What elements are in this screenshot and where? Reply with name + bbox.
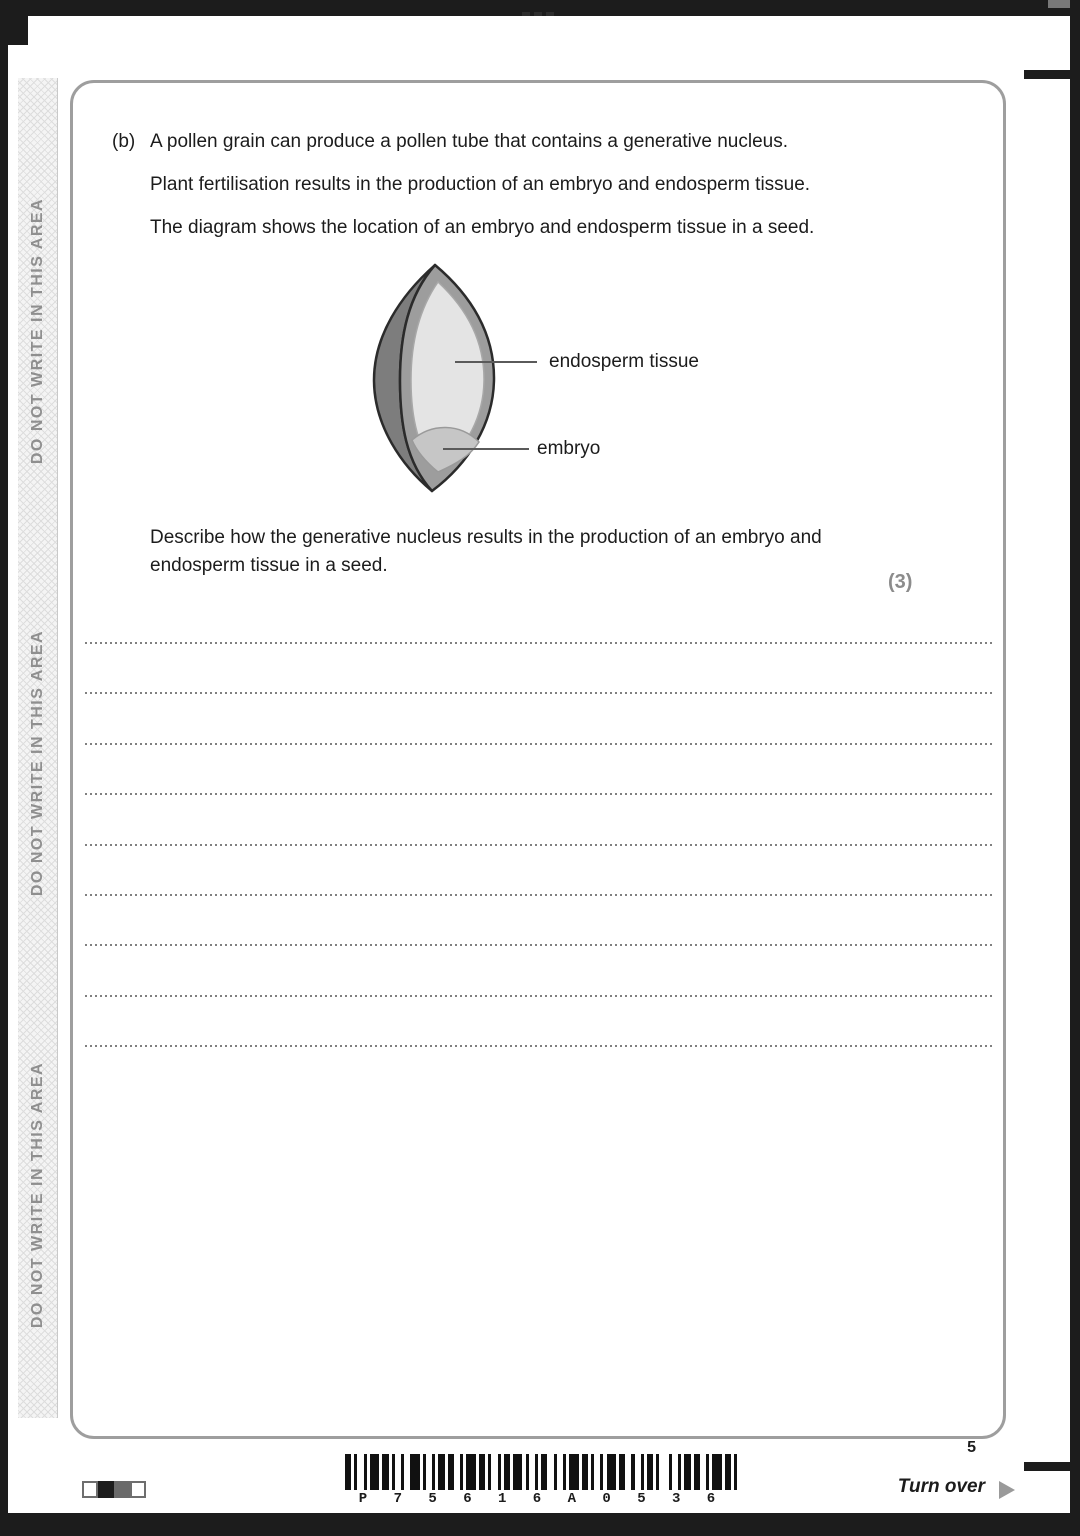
embryo-leader-line [443, 448, 529, 450]
scan-frame-bottom [0, 1513, 1080, 1536]
turn-over-arrow-icon [999, 1481, 1015, 1499]
registration-tick-top [1024, 70, 1080, 79]
answer-line [85, 894, 995, 896]
registration-tick-bottom [1024, 1462, 1080, 1471]
endosperm-label: endosperm tissue [549, 351, 699, 372]
answer-line [85, 793, 995, 795]
answer-line [85, 642, 995, 644]
question-paragraph-2: Plant fertilisation results in the production of an embryo and endosperm tissue. [150, 174, 811, 195]
answer-line [85, 1045, 995, 1047]
do-not-write-text-2: DO NOT WRITE IN THIS AREA [29, 629, 46, 897]
question-prompt: Describe how the generative nucleus results in the production of an embryo and endosperm tissue in a seed. [150, 527, 822, 576]
embryo-label: embryo [537, 438, 601, 459]
answer-line [85, 743, 995, 745]
marker-square [98, 1481, 114, 1498]
barcode-bars [345, 1454, 738, 1490]
answer-line [85, 692, 995, 694]
question-part-label: (b) [112, 131, 136, 152]
barcode-text: P 7 5 6 1 6 A 0 5 3 6 [358, 1491, 725, 1507]
page-number: 5 [967, 1439, 976, 1456]
question-paragraph-1: A pollen grain can produce a pollen tube that contains a generative nucleus. [150, 131, 789, 152]
seed-diagram [362, 252, 512, 502]
do-not-write-text-3: DO NOT WRITE IN THIS AREA [29, 1061, 46, 1329]
do-not-write-text-1: DO NOT WRITE IN THIS AREA [29, 197, 46, 465]
scan-frame-right [1070, 0, 1080, 1536]
page-top-dots [522, 12, 554, 16]
scan-corner-mark [1048, 0, 1070, 8]
answer-line [85, 844, 995, 846]
question-box [70, 80, 1006, 1439]
marker-square [82, 1481, 98, 1498]
question-paragraph-3: The diagram shows the location of an embryo and endosperm tissue in a seed. [150, 217, 815, 238]
answer-line [85, 944, 995, 946]
marker-square [130, 1481, 146, 1498]
marker-squares [82, 1481, 146, 1498]
answer-line [85, 995, 995, 997]
marker-square [114, 1481, 130, 1498]
turn-over-label: Turn over [897, 1476, 985, 1497]
endosperm-leader-line [455, 361, 537, 363]
barcode [345, 1454, 738, 1507]
marks-badge: (3) [888, 571, 913, 593]
scan-frame-left [0, 0, 8, 1536]
